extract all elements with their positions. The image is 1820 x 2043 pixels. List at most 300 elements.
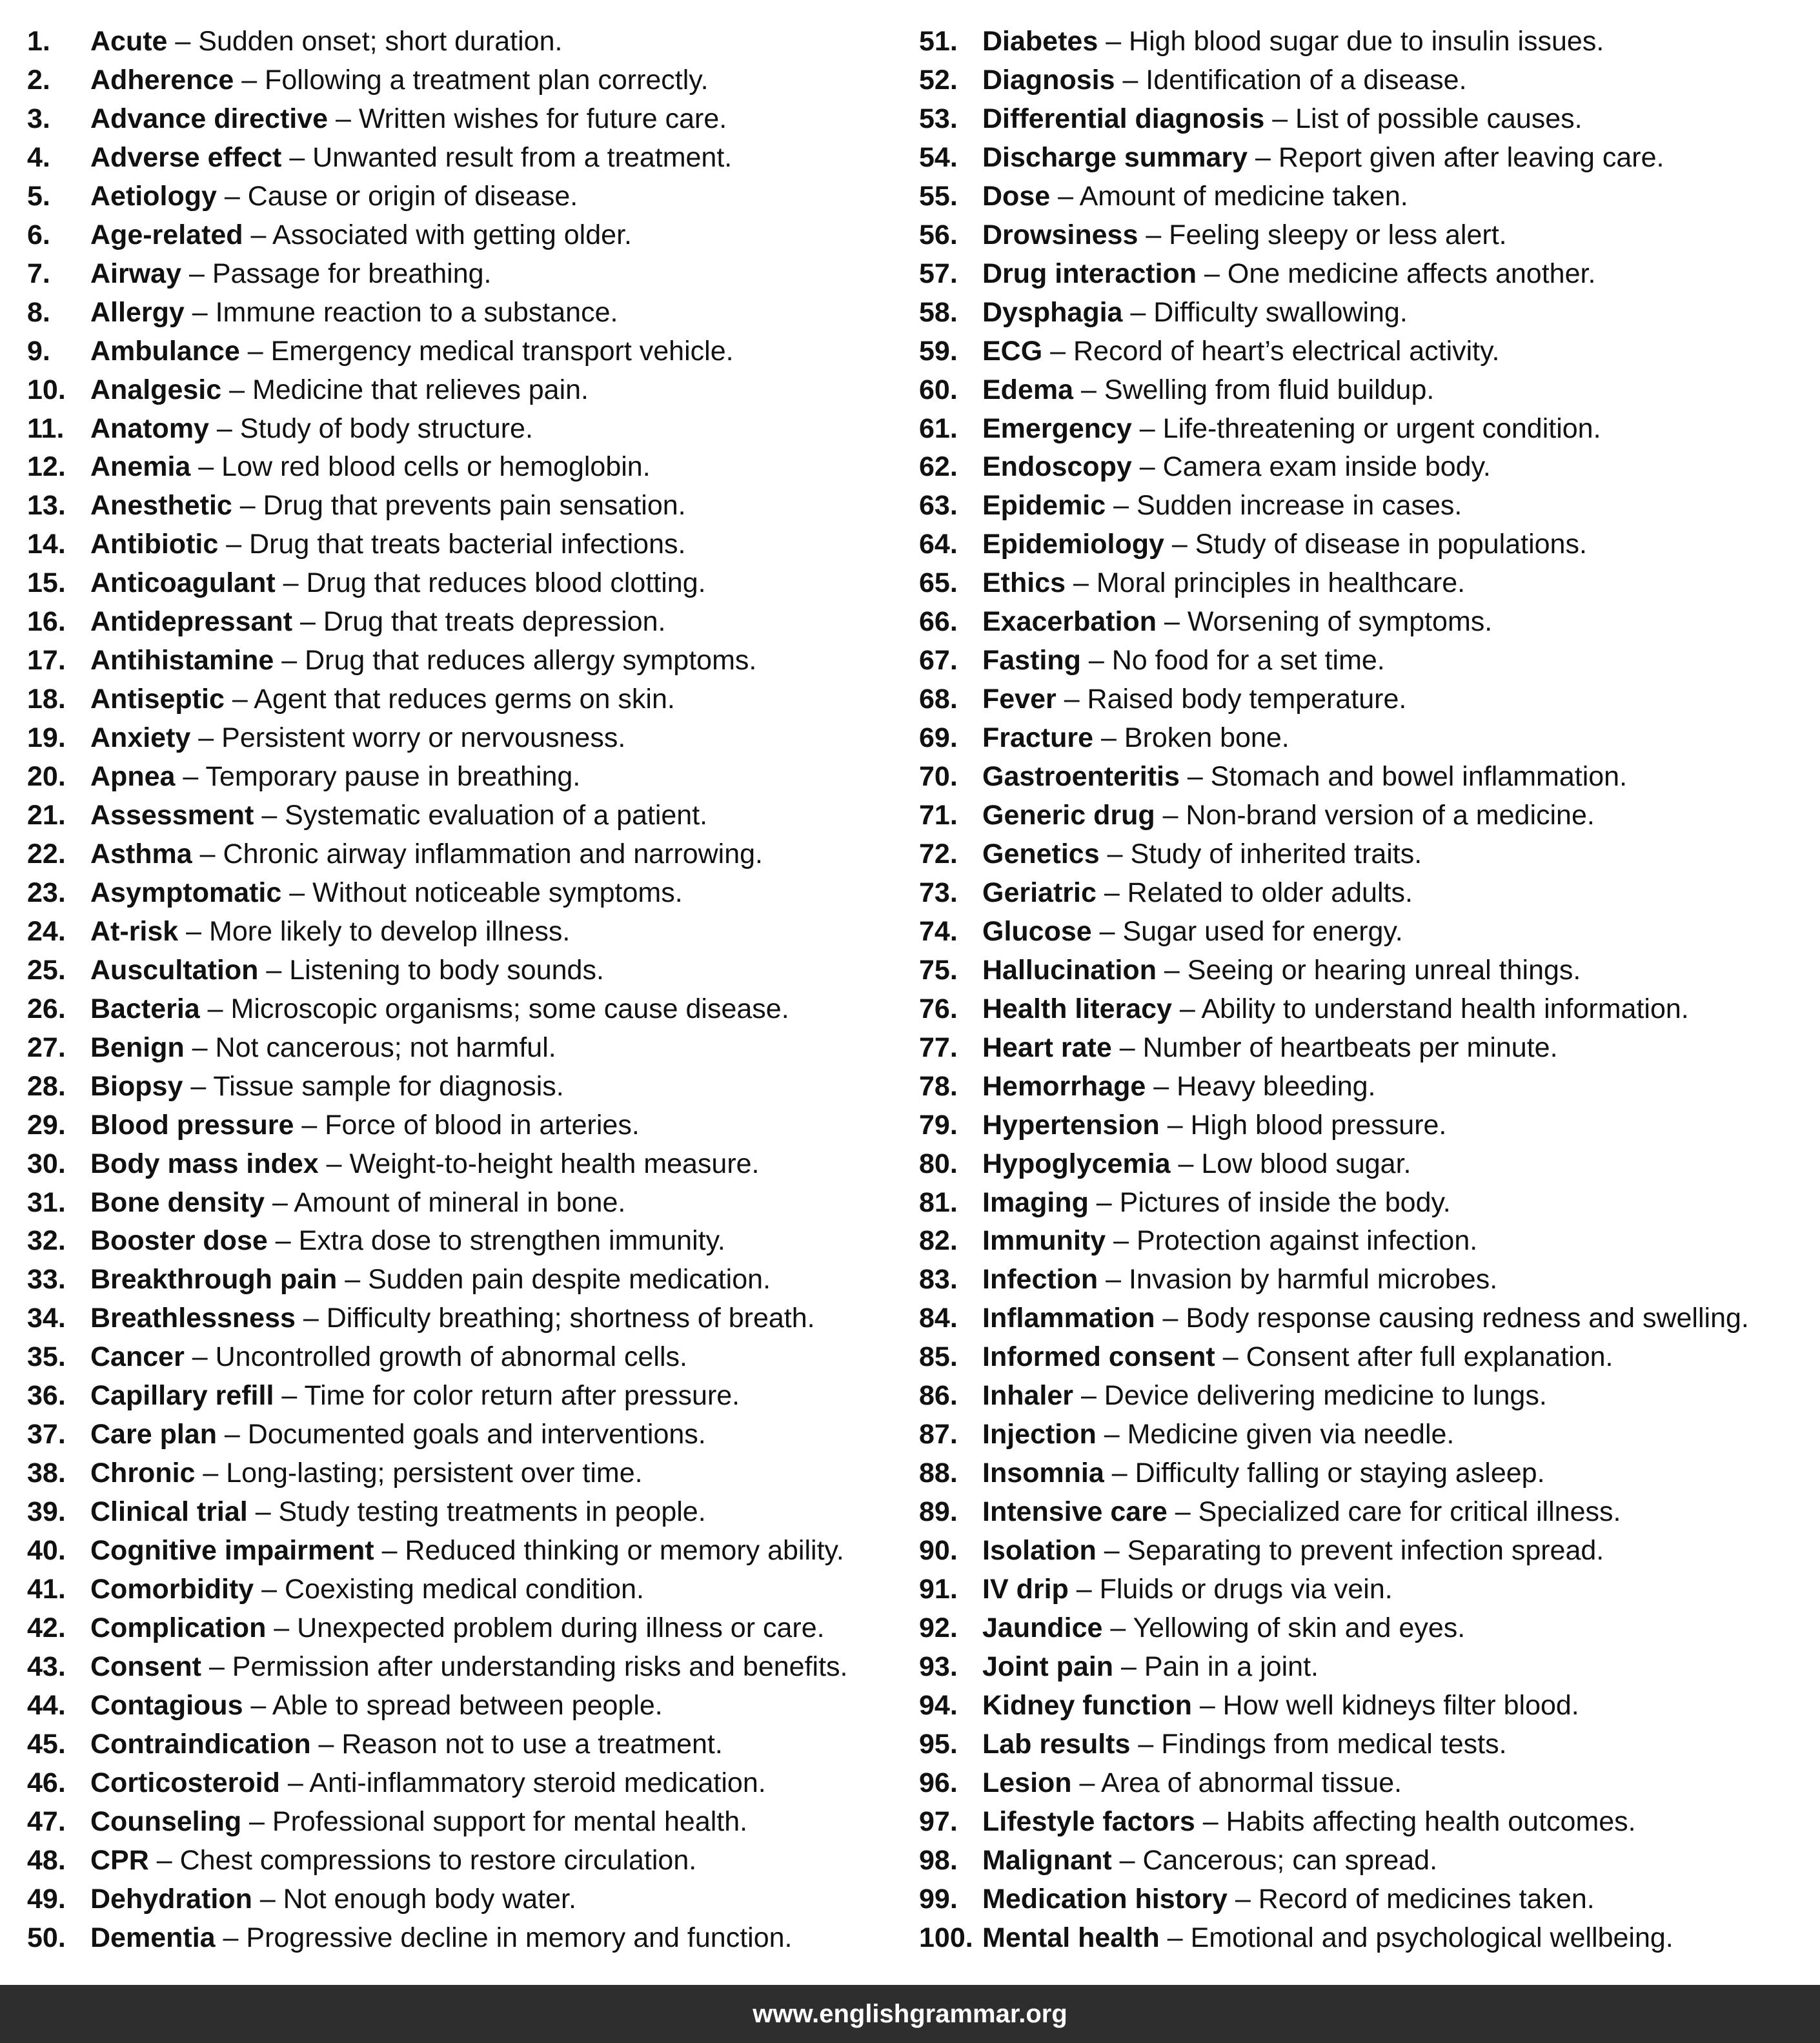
term-definition: – Immune reaction to a substance.: [184, 296, 618, 328]
term-number: 14.: [27, 529, 66, 560]
term-word: IV drip: [982, 1574, 1069, 1605]
term-entry: [90, 1802, 747, 1841]
term-entry: [982, 332, 1499, 371]
site-footer: [0, 1985, 1820, 2043]
term-number: 47.: [27, 1805, 66, 1837]
term-number: 25.: [27, 954, 66, 986]
term-word: Hypertension: [982, 1109, 1160, 1141]
term-entry: [982, 951, 1581, 990]
term-number: 23.: [27, 877, 66, 908]
term-definition: – Sugar used for energy.: [1091, 915, 1403, 947]
term-number: 9.: [27, 335, 50, 367]
term-entry: [90, 873, 683, 912]
term-number: 51.: [919, 26, 958, 57]
term-definition: – Systematic evaluation of a patient.: [254, 800, 708, 831]
term-word: Allergy: [90, 296, 185, 328]
term-definition: – Cancerous; can spread.: [1111, 1844, 1438, 1876]
term-number: 76.: [919, 993, 958, 1024]
term-definition: – Extra dose to strengthen immunity.: [267, 1225, 725, 1257]
term-entry: [90, 1299, 815, 1337]
term-word: Booster dose: [90, 1225, 268, 1257]
term-number: 72.: [919, 838, 958, 869]
term-number: 82.: [919, 1225, 958, 1257]
term-word: Analgesic: [90, 374, 222, 405]
term-number: 43.: [27, 1651, 66, 1682]
term-number: 78.: [919, 1070, 958, 1102]
term-definition: – Identification of a disease.: [1115, 64, 1467, 96]
term-number: 100.: [919, 1922, 973, 1953]
term-number: 4.: [27, 141, 50, 173]
term-definition: – Difficulty falling or staying asleep.: [1104, 1458, 1545, 1489]
term-word: Fasting: [982, 645, 1081, 676]
term-number: 13.: [27, 490, 66, 522]
term-definition: – Chronic airway inflammation and narrowing.: [192, 838, 763, 869]
term-word: Fracture: [982, 722, 1094, 754]
term-word: Contraindication: [90, 1728, 311, 1760]
term-entry: [982, 486, 1462, 525]
term-entry: [982, 1415, 1454, 1454]
term-entry: [90, 1531, 844, 1570]
term-number: 49.: [27, 1883, 66, 1915]
term-number: 65.: [919, 567, 958, 599]
term-definition: – Stomach and bowel inflammation.: [1179, 761, 1628, 793]
term-entry: [90, 564, 706, 602]
term-definition: – Body response causing redness and swelling.: [1155, 1303, 1749, 1334]
term-definition: – One medicine affects another.: [1197, 258, 1596, 289]
term-word: Cancer: [90, 1341, 185, 1373]
term-word: Acute: [90, 26, 168, 57]
term-number: 75.: [919, 954, 958, 986]
term-entry: [982, 254, 1595, 293]
term-number: 68.: [919, 684, 958, 715]
term-word: Fever: [982, 684, 1057, 715]
term-definition: – Yellowing of skin and eyes.: [1102, 1612, 1466, 1643]
term-number: 91.: [919, 1574, 958, 1605]
term-word: Capillary refill: [90, 1380, 274, 1412]
term-word: Assessment: [90, 800, 254, 831]
term-word: Emergency: [982, 412, 1132, 444]
term-definition: – Uncontrolled growth of abnormal cells.: [184, 1341, 687, 1373]
term-entry: [982, 1106, 1446, 1144]
term-word: Epidemic: [982, 490, 1106, 522]
term-number: 71.: [919, 800, 958, 831]
term-number: 57.: [919, 258, 958, 289]
term-number: 12.: [27, 451, 66, 483]
term-definition: – Coexisting medical condition.: [254, 1574, 644, 1605]
term-entry: [90, 1647, 847, 1686]
term-word: Blood pressure: [90, 1109, 294, 1141]
term-number: 89.: [919, 1496, 958, 1528]
term-word: Asthma: [90, 838, 192, 869]
term-entry: [982, 447, 1491, 486]
term-entry: [982, 680, 1406, 718]
footer-url[interactable]: www.englishgrammar.org: [753, 2000, 1067, 2028]
term-definition: – Report given after leaving care.: [1248, 141, 1664, 173]
term-number: 88.: [919, 1458, 958, 1489]
term-entry: [982, 835, 1422, 873]
term-number: 54.: [919, 141, 958, 173]
term-entry: [982, 1028, 1558, 1067]
term-entry: [982, 912, 1403, 951]
term-number: 45.: [27, 1728, 66, 1760]
term-entry: [90, 332, 734, 371]
term-word: Ambulance: [90, 335, 240, 367]
term-entry: [90, 1106, 640, 1144]
term-entry: [982, 1531, 1604, 1570]
term-number: 50.: [27, 1922, 66, 1953]
term-word: Biopsy: [90, 1070, 183, 1102]
term-word: Chronic: [90, 1458, 196, 1489]
term-word: Health literacy: [982, 993, 1172, 1024]
term-definition: – Raised body temperature.: [1056, 684, 1407, 715]
term-word: Consent: [90, 1651, 201, 1682]
term-entry: [90, 1337, 687, 1376]
term-number: 53.: [919, 103, 958, 134]
term-entry: [90, 447, 651, 486]
term-number: 1.: [27, 26, 50, 57]
term-definition: – Broken bone.: [1093, 722, 1289, 754]
term-entry: [982, 1376, 1547, 1415]
term-entry: [90, 216, 632, 254]
term-word: Epidemiology: [982, 529, 1164, 560]
term-word: Malignant: [982, 1844, 1112, 1876]
term-entry: [982, 718, 1289, 757]
term-number: 31.: [27, 1186, 66, 1218]
term-entry: [90, 1260, 771, 1299]
term-definition: – Drug that treats depression.: [292, 606, 666, 638]
term-word: Medication history: [982, 1883, 1228, 1915]
term-definition: – Device delivering medicine to lungs.: [1073, 1380, 1547, 1412]
term-entry: [90, 1841, 696, 1880]
term-definition: – Persistent worry or nervousness.: [190, 722, 626, 754]
term-word: Differential diagnosis: [982, 103, 1265, 134]
term-definition: – Findings from medical tests.: [1130, 1728, 1507, 1760]
term-entry: [982, 990, 1689, 1028]
term-word: Lab results: [982, 1728, 1131, 1760]
term-definition: – Reduced thinking or memory ability.: [374, 1535, 844, 1567]
term-word: Breathlessness: [90, 1303, 296, 1334]
term-number: 58.: [919, 296, 958, 328]
term-number: 30.: [27, 1148, 66, 1179]
term-word: Corticosteroid: [90, 1767, 280, 1798]
term-entry: [982, 371, 1434, 409]
term-definition: – Unwanted result from a treatment.: [281, 141, 733, 173]
term-entry: [982, 873, 1413, 912]
term-number: 34.: [27, 1303, 66, 1334]
term-definition: – Drug that treats bacterial infections.: [218, 529, 686, 560]
term-word: Comorbidity: [90, 1574, 254, 1605]
term-number: 38.: [27, 1458, 66, 1489]
term-definition: – Area of abnormal tissue.: [1071, 1767, 1402, 1798]
term-word: Intensive care: [982, 1496, 1168, 1528]
term-entry: [90, 602, 665, 641]
term-number: 39.: [27, 1496, 66, 1528]
term-number: 96.: [919, 1767, 958, 1798]
term-definition: – Not cancerous; not harmful.: [184, 1032, 556, 1063]
term-entry: [90, 951, 604, 990]
term-entry: [982, 22, 1604, 61]
term-word: Advance directive: [90, 103, 329, 134]
term-definition: – Reason not to use a treatment.: [310, 1728, 723, 1760]
term-definition: – Sudden pain despite medication.: [337, 1264, 771, 1296]
term-entry: [982, 564, 1465, 602]
term-entry: [90, 1725, 723, 1763]
term-entry: [90, 1609, 825, 1647]
term-word: Clinical trial: [90, 1496, 248, 1528]
term-word: Joint pain: [982, 1651, 1114, 1682]
term-definition: – Time for color return after pressure.: [274, 1380, 740, 1412]
term-word: At-risk: [90, 915, 179, 947]
term-definition: – More likely to develop illness.: [178, 915, 571, 947]
term-number: 26.: [27, 993, 66, 1024]
term-definition: – Temporary pause in breathing.: [175, 761, 581, 793]
term-entry: [90, 99, 727, 138]
term-word: Bone density: [90, 1186, 265, 1218]
term-number: 92.: [919, 1612, 958, 1643]
term-definition: – Worsening of symptoms.: [1157, 606, 1493, 638]
term-number: 33.: [27, 1264, 66, 1296]
term-number: 61.: [919, 412, 958, 444]
term-definition: – Camera exam inside body.: [1131, 451, 1491, 483]
term-entry: [90, 1570, 644, 1609]
term-entry: [982, 1221, 1477, 1260]
term-entry: [982, 61, 1467, 99]
term-entry: [90, 1183, 625, 1222]
term-word: Contagious: [90, 1689, 243, 1721]
term-word: Antidepressant: [90, 606, 293, 638]
term-number: 93.: [919, 1651, 958, 1682]
term-entry: [982, 1802, 1636, 1841]
term-word: Age-related: [90, 219, 243, 250]
term-word: Adverse effect: [90, 141, 282, 173]
term-definition: – Consent after full explanation.: [1215, 1341, 1613, 1373]
term-word: Asymptomatic: [90, 877, 282, 908]
term-word: Dose: [982, 180, 1051, 212]
term-word: Drug interaction: [982, 258, 1197, 289]
term-entry: [90, 1454, 643, 1492]
term-number: 5.: [27, 180, 50, 212]
term-number: 87.: [919, 1419, 958, 1450]
term-definition: – Ability to understand health information.: [1171, 993, 1689, 1024]
term-number: 10.: [27, 374, 66, 405]
term-number: 97.: [919, 1805, 958, 1837]
term-entry: [982, 177, 1408, 216]
term-number: 83.: [919, 1264, 958, 1296]
term-definition: – Weight-to-height health measure.: [318, 1148, 760, 1179]
term-word: Antiseptic: [90, 684, 225, 715]
term-number: 90.: [919, 1535, 958, 1567]
term-definition: – Study of disease in populations.: [1164, 529, 1587, 560]
term-entry: [90, 409, 533, 448]
term-number: 36.: [27, 1380, 66, 1412]
term-number: 21.: [27, 800, 66, 831]
term-definition: – Invasion by harmful microbes.: [1098, 1264, 1498, 1296]
term-definition: – Not enough body water.: [252, 1883, 576, 1915]
term-number: 35.: [27, 1341, 66, 1373]
term-definition: – Fluids or drugs via vein.: [1068, 1574, 1393, 1605]
term-word: Anesthetic: [90, 490, 232, 522]
term-number: 95.: [919, 1728, 958, 1760]
term-definition: – Following a treatment plan correctly.: [234, 64, 709, 96]
term-number: 56.: [919, 219, 958, 250]
term-definition: – Agent that reduces germs on skin.: [224, 684, 675, 715]
term-definition: – No food for a set time.: [1080, 645, 1385, 676]
term-number: 73.: [919, 877, 958, 908]
term-number: 66.: [919, 606, 958, 638]
term-number: 32.: [27, 1225, 66, 1257]
term-number: 85.: [919, 1341, 958, 1373]
term-definition: – Non-brand version of a medicine.: [1155, 800, 1595, 831]
term-definition: – Unexpected problem during illness or care.: [266, 1612, 825, 1643]
term-number: 52.: [919, 64, 958, 96]
term-word: Hypoglycemia: [982, 1148, 1171, 1179]
term-number: 24.: [27, 915, 66, 947]
term-word: Anemia: [90, 451, 191, 483]
term-definition: – Pain in a joint.: [1113, 1651, 1319, 1682]
term-number: 6.: [27, 219, 50, 250]
term-word: Endoscopy: [982, 451, 1132, 483]
term-definition: – Low red blood cells or hemoglobin.: [190, 451, 651, 483]
term-entry: [982, 757, 1627, 796]
term-definition: – Drug that reduces allergy symptoms.: [274, 645, 757, 676]
term-entry: [982, 293, 1408, 332]
term-entry: [90, 1415, 706, 1454]
term-definition: – Heavy bleeding.: [1146, 1070, 1376, 1102]
term-number: 16.: [27, 606, 66, 638]
term-word: Ethics: [982, 567, 1066, 599]
term-word: Care plan: [90, 1419, 217, 1450]
term-entry: [90, 371, 589, 409]
term-word: Genetics: [982, 838, 1100, 869]
term-entry: [90, 1686, 663, 1725]
term-word: Diagnosis: [982, 64, 1115, 96]
term-number: 46.: [27, 1767, 66, 1798]
term-definition: – Pictures of inside the body.: [1088, 1186, 1451, 1218]
term-number: 77.: [919, 1032, 958, 1063]
term-definition: – Anti-inflammatory steroid medication.: [279, 1767, 766, 1798]
term-word: Infection: [982, 1264, 1098, 1296]
term-word: Airway: [90, 258, 182, 289]
term-number: 81.: [919, 1186, 958, 1218]
term-number: 2.: [27, 64, 50, 96]
term-word: Body mass index: [90, 1148, 319, 1179]
term-number: 3.: [27, 103, 50, 134]
term-number: 37.: [27, 1419, 66, 1450]
term-entry: [982, 1492, 1621, 1531]
term-word: Adherence: [90, 64, 234, 96]
term-definition: – Study testing treatments in people.: [247, 1496, 706, 1528]
term-number: 42.: [27, 1612, 66, 1643]
term-word: Dysphagia: [982, 296, 1123, 328]
term-definition: – Difficulty swallowing.: [1122, 296, 1408, 328]
term-number: 86.: [919, 1380, 958, 1412]
term-number: 84.: [919, 1303, 958, 1334]
term-number: 67.: [919, 645, 958, 676]
term-definition: – Listening to body sounds.: [258, 954, 604, 986]
term-word: Geriatric: [982, 877, 1097, 908]
term-number: 63.: [919, 490, 958, 522]
term-entry: [982, 1880, 1595, 1918]
term-definition: – Cause or origin of disease.: [216, 180, 578, 212]
term-entry: [982, 525, 1587, 564]
term-entry: [90, 1221, 725, 1260]
term-definition: – Associated with getting older.: [243, 219, 632, 250]
term-number: 59.: [919, 335, 958, 367]
term-number: 28.: [27, 1070, 66, 1102]
term-word: Anxiety: [90, 722, 191, 754]
term-definition: – High blood sugar due to insulin issues.: [1098, 26, 1604, 57]
term-entry: [982, 602, 1492, 641]
term-definition: – Record of heart’s electrical activity.: [1042, 335, 1500, 367]
term-word: Drowsiness: [982, 219, 1138, 250]
term-number: 18.: [27, 684, 66, 715]
term-word: Insomnia: [982, 1458, 1104, 1489]
term-word: Discharge summary: [982, 141, 1248, 173]
term-definition: – High blood pressure.: [1159, 1109, 1447, 1141]
term-number: 48.: [27, 1844, 66, 1876]
term-word: Inflammation: [982, 1303, 1155, 1334]
term-word: Antihistamine: [90, 645, 274, 676]
term-definition: – Feeling sleepy or less alert.: [1138, 219, 1507, 250]
term-number: 17.: [27, 645, 66, 676]
term-word: Dehydration: [90, 1883, 252, 1915]
term-entry: [90, 835, 763, 873]
term-number: 99.: [919, 1883, 958, 1915]
term-word: Exacerbation: [982, 606, 1157, 638]
term-entry: [90, 1144, 760, 1183]
term-word: Anticoagulant: [90, 567, 276, 599]
term-number: 44.: [27, 1689, 66, 1721]
term-definition: – Swelling from fluid buildup.: [1073, 374, 1435, 405]
term-word: Aetiology: [90, 180, 217, 212]
term-definition: – Professional support for mental health.: [241, 1805, 748, 1837]
term-entry: [982, 1570, 1393, 1609]
term-definition: – Force of blood in arteries.: [294, 1109, 640, 1141]
term-number: 94.: [919, 1689, 958, 1721]
term-entry: [90, 525, 685, 564]
term-word: Auscultation: [90, 954, 259, 986]
term-definition: – Documented goals and interventions.: [216, 1419, 706, 1450]
term-entry: [90, 990, 789, 1028]
term-number: 11.: [27, 412, 65, 444]
term-definition: – Seeing or hearing unreal things.: [1156, 954, 1581, 986]
term-definition: – Emergency medical transport vehicle.: [239, 335, 734, 367]
term-entry: [982, 1067, 1375, 1106]
term-definition: – Moral principles in healthcare.: [1066, 567, 1466, 599]
term-number: 64.: [919, 529, 958, 560]
term-definition: – Number of heartbeats per minute.: [1111, 1032, 1558, 1063]
term-number: 79.: [919, 1109, 958, 1141]
term-entry: [982, 1647, 1319, 1686]
term-entry: [982, 216, 1507, 254]
term-entry: [982, 641, 1385, 680]
term-word: Counseling: [90, 1805, 242, 1837]
term-word: Lifestyle factors: [982, 1805, 1195, 1837]
term-entry: [90, 254, 492, 293]
term-definition: – Chest compressions to restore circulation.: [148, 1844, 697, 1876]
term-entry: [982, 1183, 1451, 1222]
term-definition: – Sudden increase in cases.: [1106, 490, 1462, 522]
term-word: Imaging: [982, 1186, 1089, 1218]
term-number: 15.: [27, 567, 66, 599]
term-number: 74.: [919, 915, 958, 947]
term-definition: – Protection against infection.: [1106, 1225, 1478, 1257]
term-definition: – Permission after understanding risks and benefits.: [201, 1651, 848, 1682]
term-entry: [982, 1299, 1749, 1337]
term-entry: [90, 177, 578, 216]
term-entry: [90, 22, 562, 61]
term-number: 8.: [27, 296, 50, 328]
